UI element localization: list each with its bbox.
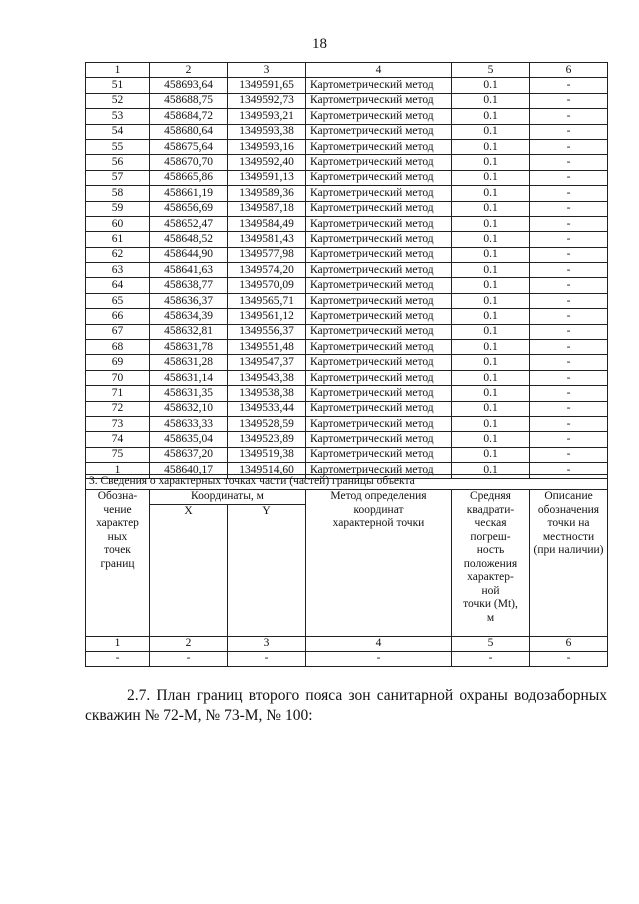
- method-cell: Картометрический метод: [306, 447, 452, 462]
- method-cell: Картометрический метод: [306, 124, 452, 139]
- number-cell: 6: [530, 636, 608, 651]
- error-cell: 0.1: [452, 216, 530, 231]
- error-cell: 0.1: [452, 340, 530, 355]
- method-cell: Картометрический метод: [306, 432, 452, 447]
- error-cell: 0.1: [452, 416, 530, 431]
- y-coordinate-cell: 1349577,98: [228, 247, 306, 262]
- error-cell: 0.1: [452, 78, 530, 93]
- dash-cell: -: [530, 651, 608, 666]
- x-coordinate-cell: 458675,64: [150, 139, 228, 154]
- point-number-cell: 71: [86, 386, 150, 401]
- description-cell: -: [530, 309, 608, 324]
- x-coordinate-cell: 458632,10: [150, 401, 228, 416]
- column-number-cell: 2: [150, 63, 228, 78]
- point-number-cell: 63: [86, 263, 150, 278]
- y-coordinate-cell: 1349528,59: [228, 416, 306, 431]
- table-row: [86, 170, 608, 185]
- error-cell: 0.1: [452, 447, 530, 462]
- y-coordinate-cell: 1349587,18: [228, 201, 306, 216]
- table-row: [86, 416, 608, 431]
- table-row: [86, 355, 608, 370]
- error-cell: 0.1: [452, 170, 530, 185]
- x-coordinate-cell: 458637,20: [150, 447, 228, 462]
- description-cell: -: [530, 216, 608, 231]
- error-cell: 0.1: [452, 263, 530, 278]
- table-row: [86, 232, 608, 247]
- error-cell: 0.1: [452, 355, 530, 370]
- point-number-cell: 74: [86, 432, 150, 447]
- table-row: [86, 324, 608, 339]
- point-number-cell: 1: [86, 463, 150, 478]
- x-coordinate-cell: 458638,77: [150, 278, 228, 293]
- y-coordinate-cell: 1349584,49: [228, 216, 306, 231]
- y-coordinate-cell: 1349519,38: [228, 447, 306, 462]
- table-row: [86, 370, 608, 385]
- method-cell: Картометрический метод: [306, 186, 452, 201]
- section-title: 3. Сведения о характерных точках части (частей) границы объекта: [86, 475, 608, 490]
- method-cell: Картометрический метод: [306, 386, 452, 401]
- method-cell: Картометрический метод: [306, 355, 452, 370]
- error-cell: 0.1: [452, 370, 530, 385]
- error-cell: 0.1: [452, 93, 530, 108]
- table-row: [86, 432, 608, 447]
- table-row: [86, 109, 608, 124]
- method-cell: Картометрический метод: [306, 93, 452, 108]
- number-cell: 5: [452, 636, 530, 651]
- description-cell: -: [530, 370, 608, 385]
- x-coordinate-cell: 458631,28: [150, 355, 228, 370]
- y-coordinate-cell: 1349591,13: [228, 170, 306, 185]
- table-row: [86, 78, 608, 93]
- table-row: [86, 386, 608, 401]
- point-number-cell: 51: [86, 78, 150, 93]
- x-coordinate-cell: 458632,81: [150, 324, 228, 339]
- header-x: X: [150, 504, 228, 636]
- header-y: Y: [228, 504, 306, 636]
- column-number-cell: 5: [452, 63, 530, 78]
- dash-cell: -: [452, 651, 530, 666]
- point-number-cell: 67: [86, 324, 150, 339]
- y-coordinate-cell: 1349592,73: [228, 93, 306, 108]
- error-cell: 0.1: [452, 109, 530, 124]
- y-coordinate-cell: 1349593,16: [228, 139, 306, 154]
- error-cell: 0.1: [452, 201, 530, 216]
- table-row: [86, 124, 608, 139]
- column-number-cell: 4: [306, 63, 452, 78]
- point-number-cell: 52: [86, 93, 150, 108]
- error-cell: 0.1: [452, 463, 530, 478]
- table-row: [86, 309, 608, 324]
- method-cell: Картометрический метод: [306, 78, 452, 93]
- method-cell: Картометрический метод: [306, 293, 452, 308]
- y-coordinate-cell: 1349565,71: [228, 293, 306, 308]
- dash-cell: -: [228, 651, 306, 666]
- method-cell: Картометрический метод: [306, 370, 452, 385]
- x-coordinate-cell: 458670,70: [150, 155, 228, 170]
- point-number-cell: 57: [86, 170, 150, 185]
- description-cell: -: [530, 463, 608, 478]
- header-designation: Обозна- чение характер ных точек границ: [86, 490, 150, 637]
- y-coordinate-cell: 1349561,12: [228, 309, 306, 324]
- point-number-cell: 70: [86, 370, 150, 385]
- description-cell: -: [530, 109, 608, 124]
- number-cell: 4: [306, 636, 452, 651]
- x-coordinate-cell: 458640,17: [150, 463, 228, 478]
- x-coordinate-cell: 458680,64: [150, 124, 228, 139]
- error-cell: 0.1: [452, 155, 530, 170]
- table-row: [86, 216, 608, 231]
- point-number-cell: 61: [86, 232, 150, 247]
- section-paragraph: [85, 686, 607, 726]
- number-cell: 3: [228, 636, 306, 651]
- coordinates-table: [85, 62, 608, 479]
- description-cell: -: [530, 355, 608, 370]
- x-coordinate-cell: 458661,19: [150, 186, 228, 201]
- table-row: [86, 93, 608, 108]
- x-coordinate-cell: 458648,52: [150, 232, 228, 247]
- point-number-cell: 56: [86, 155, 150, 170]
- column-number-cell: 3: [228, 63, 306, 78]
- description-cell: -: [530, 186, 608, 201]
- table-row: [86, 155, 608, 170]
- point-number-cell: 75: [86, 447, 150, 462]
- number-cell: 1: [86, 636, 150, 651]
- description-cell: -: [530, 78, 608, 93]
- table-row: [86, 293, 608, 308]
- header-error: Средняя квадрати- ческая погреш- ность положения характер- ной точки (Mt), м: [452, 490, 530, 637]
- description-cell: -: [530, 386, 608, 401]
- point-number-cell: 72: [86, 401, 150, 416]
- method-cell: Картометрический метод: [306, 416, 452, 431]
- point-number-cell: 69: [86, 355, 150, 370]
- method-cell: Картометрический метод: [306, 232, 452, 247]
- table-row: [86, 263, 608, 278]
- point-number-cell: 62: [86, 247, 150, 262]
- description-cell: -: [530, 170, 608, 185]
- description-cell: -: [530, 124, 608, 139]
- dash-cell: -: [306, 651, 452, 666]
- table-row: [86, 139, 608, 154]
- method-cell: Картометрический метод: [306, 170, 452, 185]
- x-coordinate-cell: 458641,63: [150, 263, 228, 278]
- x-coordinate-cell: 458688,75: [150, 93, 228, 108]
- y-coordinate-cell: 1349593,21: [228, 109, 306, 124]
- point-number-cell: 65: [86, 293, 150, 308]
- x-coordinate-cell: 458693,64: [150, 78, 228, 93]
- paragraph-text: 2.7. План границ второго пояса зон санитарной охраны водозаборных скважин № 72-М, № 73-М, № 100:: [85, 687, 607, 724]
- x-coordinate-cell: 458656,69: [150, 201, 228, 216]
- table-row: [86, 447, 608, 462]
- error-cell: 0.1: [452, 401, 530, 416]
- y-coordinate-cell: 1349589,36: [228, 186, 306, 201]
- page-number: 18: [312, 36, 327, 52]
- header-description: Описание обозначения точки на местности (при наличии): [530, 490, 608, 637]
- method-cell: Картометрический метод: [306, 401, 452, 416]
- error-cell: 0.1: [452, 293, 530, 308]
- description-cell: -: [530, 447, 608, 462]
- table-row: [86, 247, 608, 262]
- dash-cell: -: [150, 651, 228, 666]
- description-cell: -: [530, 232, 608, 247]
- method-cell: Картометрический метод: [306, 247, 452, 262]
- description-cell: -: [530, 416, 608, 431]
- point-number-cell: 55: [86, 139, 150, 154]
- error-cell: 0.1: [452, 386, 530, 401]
- method-cell: Картометрический метод: [306, 139, 452, 154]
- description-cell: -: [530, 139, 608, 154]
- boundary-points-table: [85, 474, 608, 667]
- point-number-cell: 53: [86, 109, 150, 124]
- y-coordinate-cell: 1349581,43: [228, 232, 306, 247]
- x-coordinate-cell: 458633,33: [150, 416, 228, 431]
- method-cell: Картометрический метод: [306, 109, 452, 124]
- point-number-cell: 58: [86, 186, 150, 201]
- method-cell: Картометрический метод: [306, 155, 452, 170]
- y-coordinate-cell: 1349547,37: [228, 355, 306, 370]
- method-cell: Картометрический метод: [306, 216, 452, 231]
- error-cell: 0.1: [452, 139, 530, 154]
- number-cell: 2: [150, 636, 228, 651]
- description-cell: -: [530, 401, 608, 416]
- description-cell: -: [530, 93, 608, 108]
- table-row: [86, 340, 608, 355]
- column-number-cell: 1: [86, 63, 150, 78]
- y-coordinate-cell: 1349533,44: [228, 401, 306, 416]
- method-cell: Картометрический метод: [306, 309, 452, 324]
- point-number-cell: 59: [86, 201, 150, 216]
- error-cell: 0.1: [452, 324, 530, 339]
- description-cell: -: [530, 247, 608, 262]
- x-coordinate-cell: 458652,47: [150, 216, 228, 231]
- description-cell: -: [530, 201, 608, 216]
- point-number-cell: 60: [86, 216, 150, 231]
- description-cell: -: [530, 263, 608, 278]
- method-cell: Картометрический метод: [306, 278, 452, 293]
- header-method: Метод определения координат характерной точки: [306, 490, 452, 637]
- point-number-cell: 54: [86, 124, 150, 139]
- x-coordinate-cell: 458631,78: [150, 340, 228, 355]
- error-cell: 0.1: [452, 432, 530, 447]
- method-cell: Картометрический метод: [306, 201, 452, 216]
- y-coordinate-cell: 1349514,60: [228, 463, 306, 478]
- x-coordinate-cell: 458635,04: [150, 432, 228, 447]
- header-coordinates: Координаты, м: [150, 490, 306, 505]
- y-coordinate-cell: 1349543,38: [228, 370, 306, 385]
- error-cell: 0.1: [452, 247, 530, 262]
- point-number-cell: 68: [86, 340, 150, 355]
- y-coordinate-cell: 1349556,37: [228, 324, 306, 339]
- table-row: [86, 186, 608, 201]
- method-cell: Картометрический метод: [306, 263, 452, 278]
- point-number-cell: 66: [86, 309, 150, 324]
- y-coordinate-cell: 1349592,40: [228, 155, 306, 170]
- x-coordinate-cell: 458634,39: [150, 309, 228, 324]
- description-cell: -: [530, 324, 608, 339]
- method-cell: Картометрический метод: [306, 463, 452, 478]
- y-coordinate-cell: 1349574,20: [228, 263, 306, 278]
- method-cell: Картометрический метод: [306, 340, 452, 355]
- y-coordinate-cell: 1349593,38: [228, 124, 306, 139]
- error-cell: 0.1: [452, 278, 530, 293]
- y-coordinate-cell: 1349570,09: [228, 278, 306, 293]
- y-coordinate-cell: 1349591,65: [228, 78, 306, 93]
- table-row: [86, 278, 608, 293]
- dash-cell: -: [86, 651, 150, 666]
- description-cell: -: [530, 278, 608, 293]
- table-row: [86, 401, 608, 416]
- description-cell: -: [530, 340, 608, 355]
- error-cell: 0.1: [452, 232, 530, 247]
- x-coordinate-cell: 458631,35: [150, 386, 228, 401]
- description-cell: -: [530, 155, 608, 170]
- x-coordinate-cell: 458684,72: [150, 109, 228, 124]
- error-cell: 0.1: [452, 186, 530, 201]
- error-cell: 0.1: [452, 124, 530, 139]
- y-coordinate-cell: 1349551,48: [228, 340, 306, 355]
- column-number-cell: 6: [530, 63, 608, 78]
- method-cell: Картометрический метод: [306, 324, 452, 339]
- x-coordinate-cell: 458665,86: [150, 170, 228, 185]
- y-coordinate-cell: 1349538,38: [228, 386, 306, 401]
- x-coordinate-cell: 458631,14: [150, 370, 228, 385]
- point-number-cell: 64: [86, 278, 150, 293]
- description-cell: -: [530, 432, 608, 447]
- description-cell: -: [530, 293, 608, 308]
- error-cell: 0.1: [452, 309, 530, 324]
- point-number-cell: 73: [86, 416, 150, 431]
- x-coordinate-cell: 458644,90: [150, 247, 228, 262]
- table-row: [86, 201, 608, 216]
- table-header-row: [86, 63, 608, 78]
- x-coordinate-cell: 458636,37: [150, 293, 228, 308]
- y-coordinate-cell: 1349523,89: [228, 432, 306, 447]
